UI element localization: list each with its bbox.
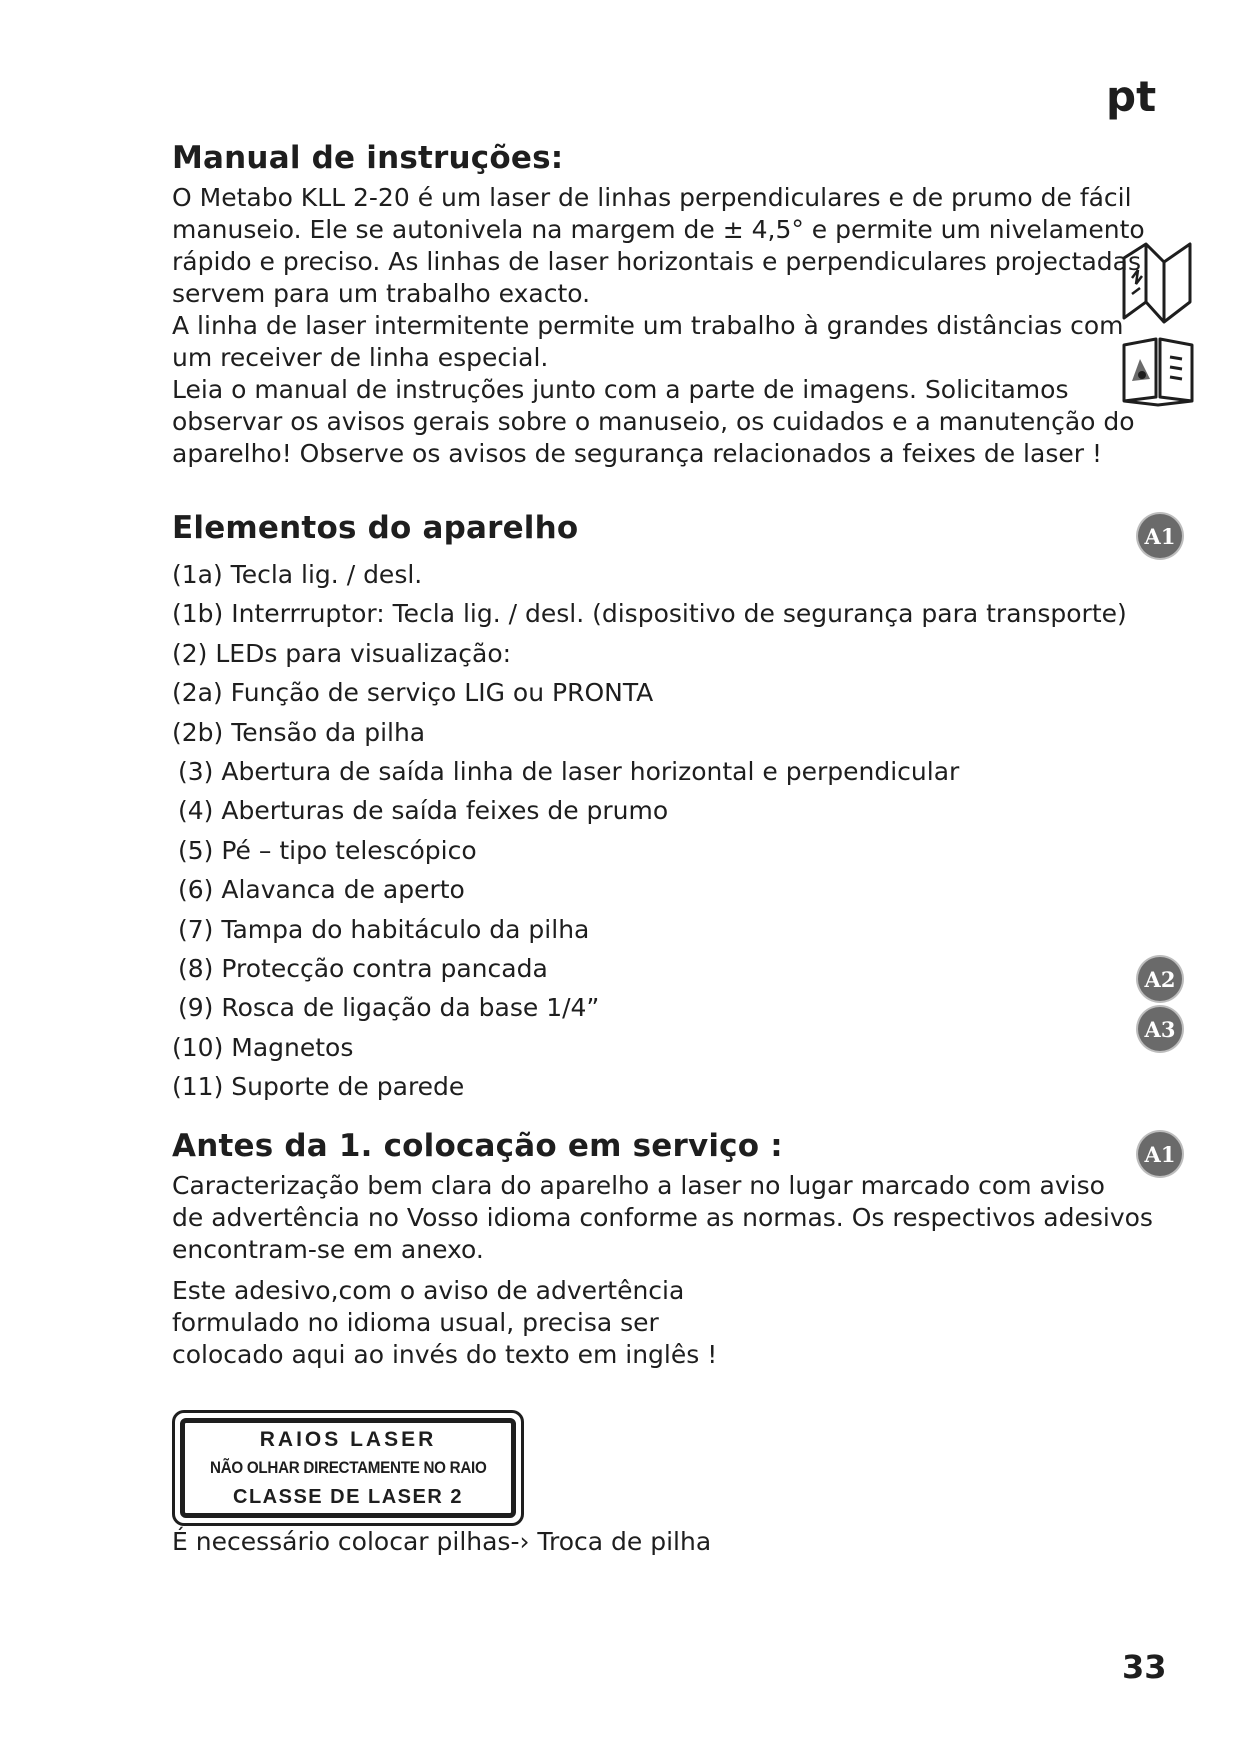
list-item: (3) Abertura de saída linha de laser horizontal e perpendicular: [178, 756, 960, 786]
list-item: (2a) Função de serviço LIG ou PRONTA: [172, 678, 654, 708]
warning-label-line-1: RAIOS LASER: [259, 1427, 437, 1451]
list-item: (11) Suporte de parede: [172, 1072, 465, 1102]
page-number: 33: [1122, 1648, 1167, 1686]
text-line: colocado aqui ao invés do texto em inglês !: [172, 1340, 718, 1369]
list-item: (1a) Tecla lig. / desl.: [172, 560, 423, 589]
list-item: (2) LEDs para visualização:: [172, 638, 512, 668]
text-line: Leia o manual de instruções junto com a parte de imagens. Solicitamos: [172, 375, 1069, 404]
text-line: um receiver de linha especial.: [172, 343, 549, 372]
figure-ref-badge-a1-second: A1: [1138, 1132, 1182, 1176]
warning-label-line-3: CLASSE DE LASER 2: [233, 1485, 463, 1508]
figure-ref-badge-a1: A1: [1138, 514, 1182, 558]
text-line: servem para um trabalho exacto.: [172, 279, 591, 308]
list-item: (7) Tampa do habitáculo da pilha: [178, 914, 590, 944]
text-line: de advertência no Vosso idioma conforme as normas. Os respectivos adesivos: [172, 1203, 1153, 1232]
text-line: formulado no idioma usual, precisa ser: [172, 1308, 659, 1337]
labelling-paragraph: [172, 1170, 1153, 1266]
laser-warning-label: [172, 1410, 524, 1526]
text-line: Caracterização bem clara do aparelho a laser no lugar marcado com aviso: [172, 1171, 1105, 1200]
sticker-instruction-paragraph: [172, 1275, 1122, 1371]
section-title-device-elements: Elementos do aparelho: [172, 510, 579, 546]
list-item: (2b) Tensão da pilha: [172, 717, 426, 747]
list-item: (8) Protecção contra pancada: [178, 953, 548, 983]
device-elements-list: [172, 555, 1127, 1106]
instructions-paragraph: [172, 182, 1145, 470]
list-item: (1b) Interrruptor: Tecla lig. / desl. (dispositivo de segurança para transporte): [172, 599, 1127, 629]
text-line: A linha de laser intermitente permite um trabalho à grandes distâncias com: [172, 311, 1124, 340]
text-line: manuseio. Ele se autonivela na margem de ± 4,5° e permite um nivelamento: [172, 215, 1145, 244]
battery-note: É necessário colocar pilhas-› Troca de pilha: [172, 1527, 712, 1556]
figure-ref-badge-a3: A3: [1138, 1007, 1182, 1051]
image-section-book-icon: [1120, 335, 1196, 407]
list-item: (6) Alavanca de aperto: [178, 875, 465, 905]
language-code: pt: [1106, 72, 1157, 121]
list-item: (5) Pé – tipo telescópico: [178, 835, 477, 865]
list-item: (4) Aberturas de saída feixes de prumo: [178, 796, 669, 826]
section-title-instructions: Manual de instruções:: [172, 140, 564, 176]
list-item: (9) Rosca de ligação da base 1/4”: [178, 993, 600, 1023]
text-line: Este adesivo,com o aviso de advertência: [172, 1276, 685, 1305]
figure-ref-badge-a2: A2: [1138, 957, 1182, 1001]
text-line: O Metabo KLL 2-20 é um laser de linhas perpendiculares e de prumo de fácil: [172, 183, 1132, 212]
list-item: (10) Magnetos: [172, 1032, 354, 1062]
warning-label-line-2: NÃO OLHAR DIRECTAMENTE NO RAIO: [209, 1458, 487, 1477]
section-title-before-first-use: Antes da 1. colocação em serviço :: [172, 1128, 783, 1164]
text-line: observar os avisos gerais sobre o manuseio, os cuidados e a manutenção do: [172, 407, 1135, 436]
text-line: aparelho! Observe os avisos de segurança relacionados a feixes de laser !: [172, 439, 1102, 468]
text-line: encontram-se em anexo.: [172, 1235, 484, 1264]
text-line: rápido e preciso. As linhas de laser horizontais e perpendiculares projectadas: [172, 247, 1142, 276]
fold-out-page-icon: [1120, 240, 1196, 326]
